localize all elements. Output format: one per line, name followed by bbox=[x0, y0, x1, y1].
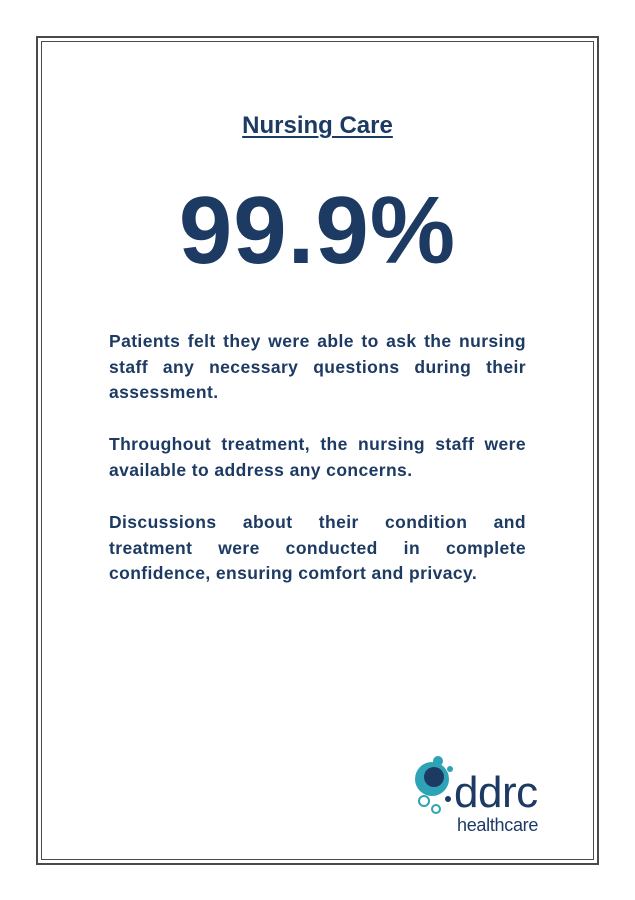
logo-wordmark: ddrc bbox=[454, 768, 538, 817]
paragraph-questions: Patients felt they were able to ask the nursing staff any necessary questions during their assessment. bbox=[109, 331, 526, 402]
ddrc-healthcare-logo bbox=[414, 755, 559, 840]
satisfaction-percentage: 99.9% bbox=[178, 177, 457, 284]
page-title: Nursing Care bbox=[242, 112, 393, 139]
paragraph-availability: Throughout treatment, the nursing staff were available to address any concerns. bbox=[109, 434, 526, 480]
logo-subtitle: healthcare bbox=[457, 815, 539, 835]
paragraph-confidentiality: Discussions about their condition and treatment were conducted in complete confidence, ensuring comfort and privacy. bbox=[109, 512, 526, 583]
